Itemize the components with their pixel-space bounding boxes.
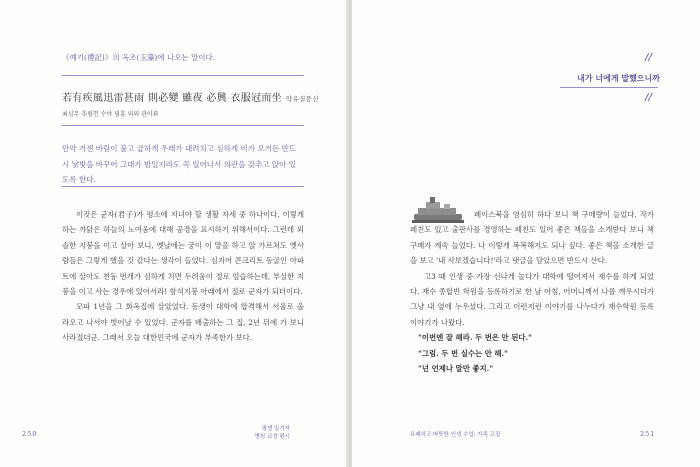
page-number-left: 250: [22, 430, 38, 438]
hanja-source: 약유질풍신: [285, 95, 319, 103]
dialogue-line: "넌 언제나 말만 좋지.": [418, 364, 494, 374]
quote-translation: 만약 거센 바람이 불고 급하게 우레가 내려치고 심하게 비가 오거든 반드시 낯빛을 바꾸어 그대가 밤일지라도 꼭 일어나서 의관을 갖추고 앉아 있도록 한다.: [62, 144, 296, 184]
quote-intro: 《예기(禮記)》의 옥조(玉藻)에 나오는 말이다.: [62, 53, 216, 62]
dialogue-line: "이번엔 잘 해라. 두 번은 안 된다.": [418, 333, 532, 343]
chapter-title-rule: [560, 87, 658, 88]
hanja-text: 若有疾風迅雷甚雨 則必變 雖夜 必興 衣服冠而坐: [62, 93, 282, 104]
paragraph: 페이스북을 염심히 하다 보니 책 구매량이 늘었다. 작가 페친도 있고 출판사를 경영하는 페친도 있어 좋은 책들을 소개받다 보니 책 구매가 계속 늘었다. 나 이렇게 복복해지도 되나 싶다. 좋은 책을 소개한 글을 보고 '내 사보겠습니다!'라고 댓글을 달았으면 반드시 산다.: [410, 210, 654, 266]
left-body-text: [62, 207, 304, 346]
running-head-text: 평생 일기자 병원 교정 평시: [254, 426, 290, 440]
paragraph: 모파 1년을 그 화옥집에 살았었다. 동생이 대학에 합격해서 서울로 올라오고 나서야 벗어날 수 있었다. 군자를 배출하는 그 집, 2년 뒤에 가 보니 사라졌더군. 그래서 오늘 대한민국에 군자가 부족한가 보다.: [62, 302, 304, 343]
divider-middle: [62, 125, 304, 126]
divider-top: [62, 75, 304, 76]
right-body-text: [410, 207, 654, 376]
paragraph: 고3 때 인생 중 가장 신나게 놀다가 대학에 떨어져서 재수를 하게 되었다. 재수 종합반 학원을 등록하기로 한 날 아침, 어머니께서 나를 깨우시더가 그냥 내 옆에 누우셨다. 그리고 이런저런 이야기를 나누다가 재수학원 등록 이야기가 나왔다.: [410, 271, 654, 327]
hanja-reading: 최심무 추림헌 수야 필훙 의외 관이좌: [62, 111, 159, 118]
slash-mark-bottom: //: [645, 92, 652, 103]
running-foot-right: 유쾌하고 따뜻한 인생 수업: 가족 고집: [410, 432, 501, 438]
divider-bottom: [62, 186, 304, 187]
dialogue-line: "그럼. 두 번 실수는 안 해.": [418, 348, 508, 358]
chapter-title: 내가 너에게 말했으니까: [577, 74, 660, 83]
hanja-quote: [62, 89, 319, 104]
paragraph: 이것은 군자(君子)가 평소에 지녀야 할 생활 자세 중 하나이다. 이렇게 하는 까닭은 하늘의 노여움에 대해 공경을 표시하기 위해서이다. 그런데 외솔한 지붕을 이고 살아 보니, 옛날에는 궁이 이 말을 하고 앉 가르쳐도 옛사람들은 그렇게 했을 것 같다는 생각이 들었다. 심지어 콘크리트 동굴인 아파트에 살아도 천둥 번개가 심하게 치면 두려움이 절로 엄습하는데, 부실한 지붕을 이고 사는 경우에 있어서라! 함석지붕 아래에서 절로 군자가 되더이다.: [62, 210, 304, 297]
page-number-right: 251: [640, 430, 656, 438]
running-head-left: [238, 425, 290, 441]
slash-mark-top: //: [645, 52, 652, 63]
